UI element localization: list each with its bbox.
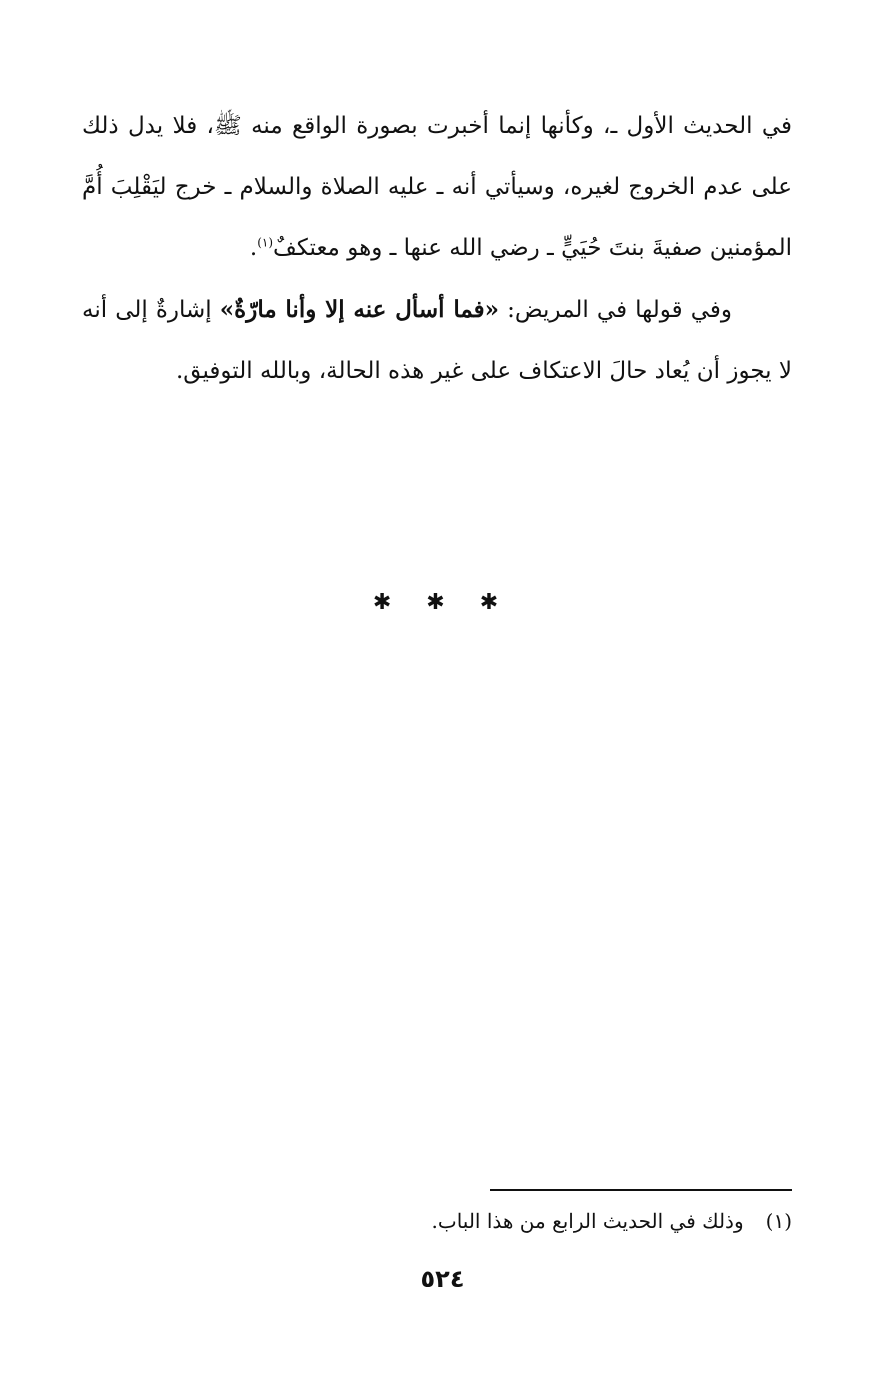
paragraph-1 — [82, 96, 792, 279]
page-number: ٥٢٤ — [420, 1265, 465, 1293]
footnote-number: (١) — [765, 1209, 792, 1233]
footnote — [172, 1204, 792, 1238]
paragraph-2-after: إشارةٌ إلى أنه لا يجوز أن يُعاد حالَ الاعتكاف على غير هذه الحالة، وبالله التوفيق. — [82, 297, 792, 384]
footnote-reference: (١) — [257, 235, 274, 250]
footnote-separator — [490, 1189, 792, 1191]
paragraph-2 — [82, 279, 792, 402]
main-text — [82, 96, 792, 402]
paragraph-2-before: وفي قولها في المريض: — [499, 297, 732, 323]
footnote-text: وذلك في الحديث الرابع من هذا الباب. — [431, 1209, 744, 1233]
paragraph-1-text: في الحديث الأول ـ، وكأنها إنما أخبرت بصورة الواقع منه ﷺ، فلا يدل ذلك على عدم الخروج لغيره، وسيأتي أنه ـ عليه الصلاة والسلام ـ خرج ليَقْلِبَ أُمَّ المؤمنين صفيةَ بنتَ حُيَيٍّ ـ رضي الله عنها ـ وهو معتكفٌ — [82, 113, 792, 261]
paragraph-1-end: . — [249, 235, 258, 261]
hadith-quote: «فما أسأل عنه إلا وأنا مارّةٌ» — [219, 296, 500, 323]
section-divider: ✱ ✱ ✱ — [372, 590, 513, 615]
